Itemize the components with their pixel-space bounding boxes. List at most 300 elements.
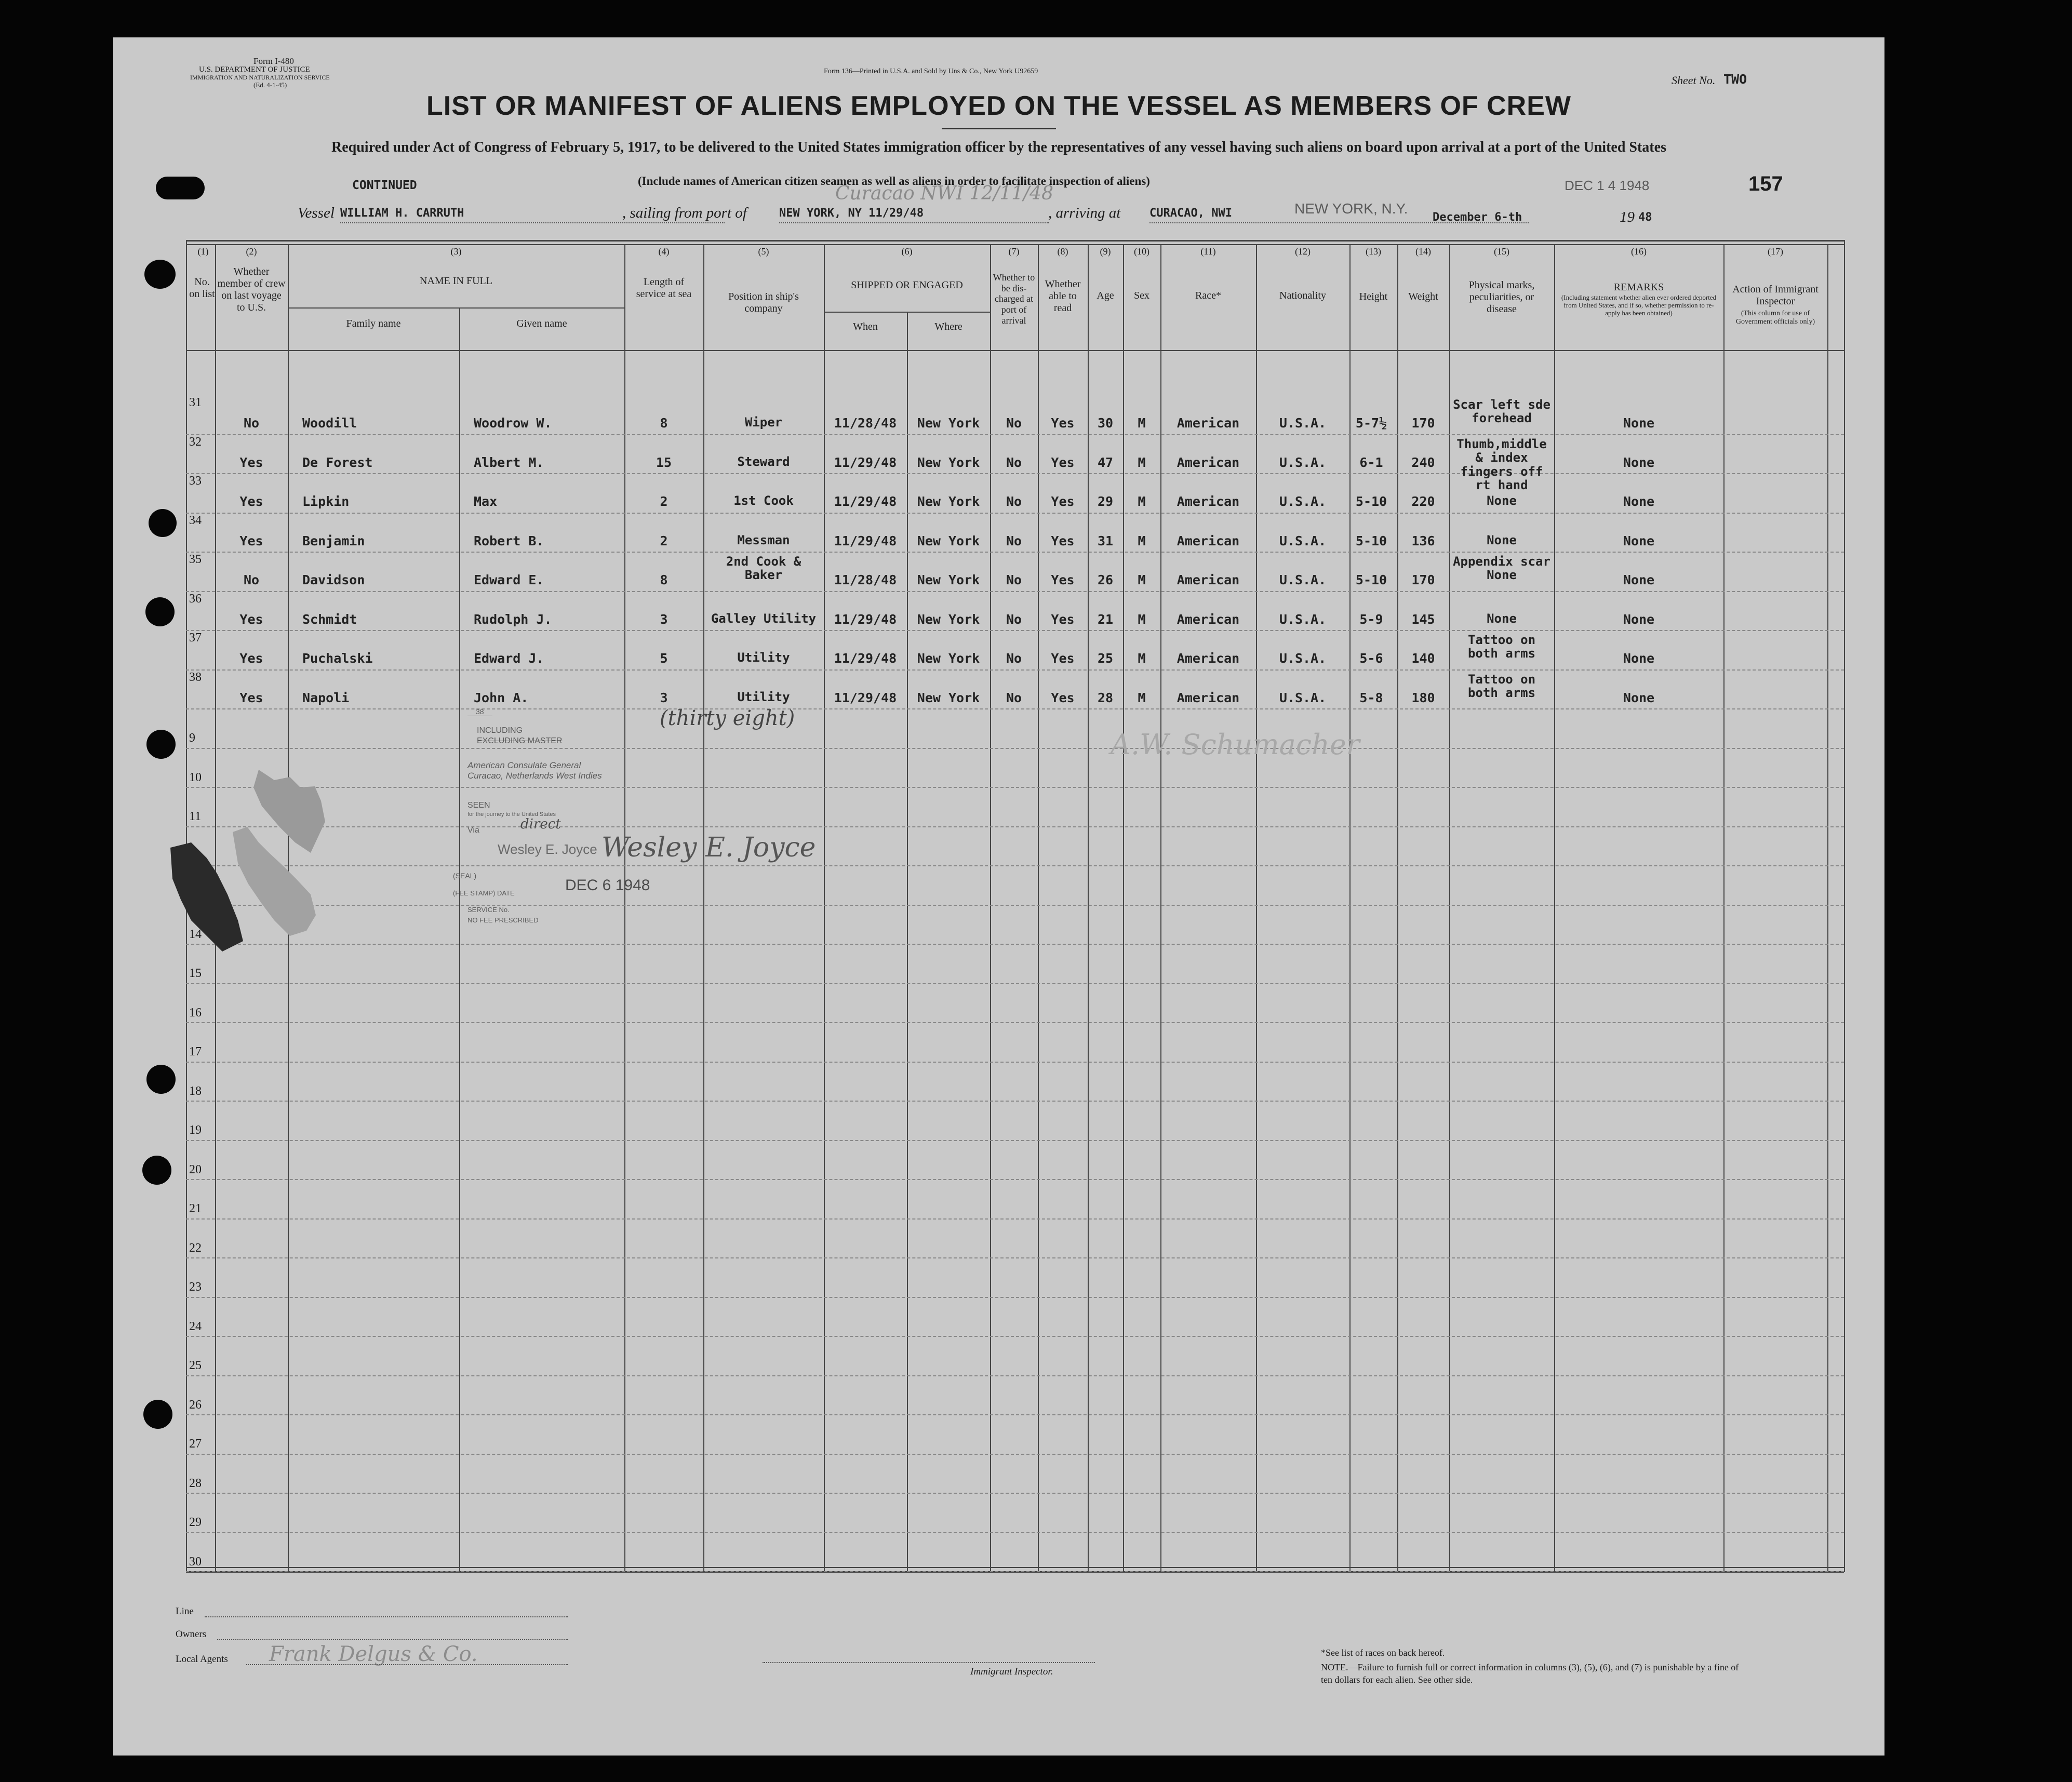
crew-sex: M — [1138, 455, 1146, 470]
row-guide-line — [186, 1414, 1844, 1415]
crew-marks: Tattoo on both arms — [1467, 633, 1536, 661]
col7-header: Whether to be dis-charged at port of arrival — [993, 272, 1035, 326]
crew-marks: Tattoo on both arms — [1467, 672, 1536, 701]
col5-header: Position in ship's company — [728, 291, 799, 314]
crew-weight: 136 — [1411, 533, 1435, 548]
col-rule-16 — [1723, 244, 1725, 1571]
row-number: 20 — [189, 1163, 202, 1176]
crew-discharged: No — [1006, 455, 1022, 470]
col9-header: Age — [1097, 290, 1114, 301]
col-rule-right — [1844, 240, 1845, 1572]
crew-age: 29 — [1097, 494, 1114, 509]
page-title: LIST OR MANIFEST OF ALIENS EMPLOYED ON THE VESSEL AS MEMBERS OF CREW — [426, 91, 1571, 121]
crew-discharged: No — [1006, 690, 1022, 705]
crew-nationality: U.S.A. — [1279, 572, 1327, 587]
col12-header: Nationality — [1279, 290, 1326, 301]
seen-subtext: for the journey to the United States — [467, 811, 556, 818]
crew-sex: M — [1138, 651, 1146, 666]
crew-discharged: No — [1006, 612, 1022, 627]
col14-num: (14) — [1415, 246, 1431, 257]
owners-rule — [217, 1639, 568, 1640]
col-rule-3 — [624, 244, 625, 1571]
col1-num: (1) — [197, 246, 209, 257]
crew-weight: 145 — [1411, 612, 1435, 627]
col-rule-10 — [1160, 244, 1161, 1571]
given-name-header: Given name — [516, 318, 567, 329]
crew-read: Yes — [1051, 612, 1075, 627]
crew-nationality: U.S.A. — [1279, 455, 1327, 470]
row-guide-line — [186, 1493, 1844, 1494]
crew-height: 5-10 — [1355, 494, 1387, 509]
row-number: 35 — [189, 553, 202, 566]
faint-signature: A.W. Schumacher — [1111, 728, 1360, 761]
crew-where: New York — [917, 494, 980, 509]
crew-position: 2nd Cook & Baker — [726, 554, 801, 583]
crew-when: 11/28/48 — [834, 416, 897, 431]
sailing-rule — [779, 222, 1049, 223]
crew-height: 6-1 — [1359, 455, 1383, 470]
col9-num: (9) — [1100, 246, 1111, 257]
col17-num: (17) — [1768, 246, 1783, 257]
binder-hole — [146, 1065, 176, 1094]
sheet-number: TWO — [1723, 72, 1747, 87]
crew-height: 5-8 — [1359, 690, 1383, 705]
col-rule-9 — [1123, 244, 1124, 1571]
crew-where: New York — [917, 651, 980, 666]
crew-when: 11/29/48 — [834, 612, 897, 627]
crew-weight: 140 — [1411, 651, 1435, 666]
line-label: Line — [176, 1606, 194, 1617]
crew-weight: 170 — [1411, 572, 1435, 587]
row-number: 16 — [189, 1006, 202, 1020]
owners-label: Owners — [176, 1629, 207, 1640]
crew-service: 2 — [660, 533, 668, 548]
via-value: direct — [520, 816, 561, 832]
crew-prev: No — [243, 416, 260, 431]
col14-header: Weight — [1408, 291, 1438, 302]
row-guide-line — [186, 865, 1844, 866]
col11-header: Race* — [1195, 290, 1221, 301]
row-number: 28 — [189, 1477, 202, 1490]
row-number: 10 — [189, 771, 202, 784]
crew-read: Yes — [1051, 533, 1075, 548]
crew-where: New York — [917, 416, 980, 431]
crew-family: Davidson — [302, 572, 365, 587]
crew-height: 5-6 — [1359, 651, 1383, 666]
crew-read: Yes — [1051, 572, 1075, 587]
crew-age: 30 — [1097, 416, 1114, 431]
crew-position: Steward — [737, 454, 790, 469]
col7-num: (7) — [1008, 246, 1020, 257]
col15-header: Physical marks, peculiarities, or disease — [1468, 279, 1535, 315]
crew-given: Rudolph J. — [474, 612, 552, 627]
crew-weight: 170 — [1411, 416, 1435, 431]
vessel-rule — [340, 222, 725, 223]
vessel-name: WILLIAM H. CARRUTH — [340, 207, 464, 220]
crew-remarks: None — [1623, 572, 1655, 587]
row-guide-line — [186, 905, 1844, 906]
continued-label: CONTINUED — [352, 179, 417, 192]
crew-read: Yes — [1051, 416, 1075, 431]
ribbon-seal-icon — [160, 765, 378, 1024]
table-bottom-border — [186, 1567, 1844, 1568]
col-rule-15 — [1554, 244, 1555, 1571]
row-number: 33 — [189, 474, 202, 488]
col-rule-5 — [824, 244, 825, 1571]
crew-service: 8 — [660, 416, 668, 431]
col2-header: Whether member of crew on last voyage to U.S. — [217, 266, 286, 313]
crew-race: American — [1177, 651, 1240, 666]
row-number: 24 — [189, 1320, 202, 1333]
col3-header: NAME IN FULL — [420, 275, 492, 287]
officer-name: Wesley E. Joyce — [498, 841, 597, 857]
crew-family: Schmidt — [302, 612, 357, 627]
crew-where: New York — [917, 533, 980, 548]
consulate-line2: Curacao, Netherlands West Indies — [467, 771, 602, 781]
crew-given: Robert B. — [474, 533, 544, 548]
row-number: 19 — [189, 1123, 202, 1137]
row-number: 34 — [189, 514, 202, 527]
row-guide-line — [186, 1571, 1844, 1572]
crew-service: 3 — [660, 690, 668, 705]
immigrant-inspector-label: Immigrant Inspector. — [970, 1666, 1053, 1677]
col16-num: (16) — [1631, 246, 1647, 257]
col2-num: (2) — [246, 246, 257, 257]
binder-hole — [149, 509, 177, 537]
excluding-label: EXCLUDING MASTER — [477, 736, 563, 745]
crew-position: Galley Utility — [711, 611, 817, 626]
table-top-border — [186, 240, 1844, 242]
crew-when: 11/29/48 — [834, 533, 897, 548]
col-rule-7 — [1038, 244, 1039, 1571]
crew-read: Yes — [1051, 494, 1075, 509]
crew-family: Benjamin — [302, 533, 365, 548]
crew-sex: M — [1138, 612, 1146, 627]
col-rule-13 — [1397, 244, 1398, 1571]
crew-marks: Scar left sde forehead — [1453, 397, 1550, 426]
row-guide-line — [186, 552, 1844, 553]
crew-age: 47 — [1097, 455, 1114, 470]
crew-prev: Yes — [239, 494, 263, 509]
crew-position: Utility — [737, 690, 790, 704]
crew-sex: M — [1138, 690, 1146, 705]
crew-when: 11/28/48 — [834, 572, 897, 587]
row-guide-line — [186, 1257, 1844, 1258]
col-rule-14 — [1449, 244, 1450, 1571]
row-guide-line — [186, 630, 1844, 631]
crew-position: Messman — [737, 533, 790, 547]
include-note: (Include names of American citizen seamen as well as aliens in order to facilitate inspection of aliens) — [638, 175, 1150, 187]
crew-read: Yes — [1051, 455, 1075, 470]
col6-num: (6) — [901, 246, 913, 257]
service-number-label: SERVICE No. — [467, 906, 510, 914]
row-guide-line — [186, 1375, 1844, 1376]
crew-given: Max — [474, 494, 498, 509]
row-guide-line — [186, 826, 1844, 827]
members-count-value: 38 — [467, 707, 492, 716]
crew-discharged: No — [1006, 572, 1022, 587]
crew-prev: Yes — [239, 651, 263, 666]
crew-sex: M — [1138, 494, 1146, 509]
col15-num: (15) — [1494, 246, 1509, 257]
crew-prev: Yes — [239, 690, 263, 705]
crew-where: New York — [917, 690, 980, 705]
col4-header: Length of service at sea — [636, 276, 692, 300]
name-subheader-rule — [288, 307, 625, 309]
row-guide-line — [186, 787, 1844, 788]
page-number: 157 — [1748, 172, 1783, 195]
crew-family: Lipkin — [302, 494, 350, 509]
table-top-border-inner — [186, 244, 1844, 245]
consulate-line1: American Consulate General — [467, 760, 581, 770]
crew-given: Edward J. — [474, 651, 544, 666]
inspector-rule — [763, 1662, 1095, 1663]
col4-num: (4) — [658, 246, 670, 257]
col12-num: (12) — [1295, 246, 1311, 257]
manifest-sheet — [113, 37, 1884, 1756]
crew-remarks: None — [1623, 416, 1655, 431]
crew-where: New York — [917, 572, 980, 587]
col10-num: (10) — [1134, 246, 1149, 257]
crew-weight: 220 — [1411, 494, 1435, 509]
row-guide-line — [186, 1140, 1844, 1141]
crew-weight: 240 — [1411, 455, 1435, 470]
crew-marks: Thumb,middle & index fingers off rt hand — [1456, 437, 1547, 493]
year-value: 48 — [1638, 211, 1652, 224]
arrival-port-stamp: NEW YORK, N.Y. — [1294, 200, 1408, 217]
crew-marks: None — [1487, 533, 1517, 547]
col-rule-3a — [459, 307, 460, 1571]
crew-given: Albert M. — [474, 455, 544, 470]
crew-age: 25 — [1097, 651, 1114, 666]
binder-hole — [143, 1400, 172, 1429]
row-number: 25 — [189, 1359, 202, 1372]
consular-date: DEC 6 1948 — [565, 877, 650, 894]
year-prefix: 19 — [1620, 209, 1635, 225]
crew-remarks: None — [1623, 494, 1655, 509]
col-rule-12 — [1349, 244, 1351, 1571]
crew-service: 3 — [660, 612, 668, 627]
crew-height: 5-7½ — [1355, 416, 1387, 431]
row-guide-line — [186, 1101, 1844, 1102]
including-label: INCLUDING — [477, 726, 523, 735]
crew-given: John A. — [474, 690, 529, 705]
crew-prev: Yes — [239, 612, 263, 627]
crew-marks: Appendix scar None — [1453, 554, 1550, 583]
crew-remarks: None — [1623, 690, 1655, 705]
crew-position: Utility — [737, 650, 790, 665]
col16-header: REMARKS — [1613, 282, 1664, 293]
local-agents-label: Local Agents — [176, 1654, 228, 1665]
sailing-label: , sailing from port of — [622, 205, 747, 221]
crew-family: Puchalski — [302, 651, 373, 666]
col13-header: Height — [1359, 291, 1388, 302]
col8-num: (8) — [1057, 246, 1068, 257]
crew-race: American — [1177, 455, 1240, 470]
crew-discharged: No — [1006, 651, 1022, 666]
crew-nationality: U.S.A. — [1279, 416, 1327, 431]
row-number: 15 — [189, 967, 202, 980]
crew-age: 31 — [1097, 533, 1114, 548]
col10-header: Sex — [1134, 290, 1149, 301]
crew-race: American — [1177, 572, 1240, 587]
arriving-label: , arriving at — [1048, 205, 1121, 221]
department-line: U.S. DEPARTMENT OF JUSTICE — [199, 65, 310, 74]
crew-nationality: U.S.A. — [1279, 651, 1327, 666]
crew-weight: 180 — [1411, 690, 1435, 705]
header-bottom-border — [186, 350, 1844, 351]
row-number: 26 — [189, 1398, 202, 1412]
crew-height: 5-10 — [1355, 533, 1387, 548]
local-agents-value: Frank Delgus & Co. — [269, 1642, 478, 1666]
row-guide-line — [186, 1062, 1844, 1063]
col1-header: No. on list — [189, 276, 215, 300]
crew-prev: No — [243, 572, 260, 587]
crew-remarks: None — [1623, 612, 1655, 627]
crew-nationality: U.S.A. — [1279, 533, 1327, 548]
via-label: Via — [467, 826, 479, 835]
form-number: Form I-480 — [253, 56, 294, 66]
agents-rule — [246, 1664, 568, 1665]
binder-hole — [145, 597, 175, 626]
crew-age: 21 — [1097, 612, 1114, 627]
row-guide-line — [186, 1297, 1844, 1298]
consular-members-count — [467, 707, 492, 716]
row-number: 18 — [189, 1084, 202, 1098]
row-guide-line — [186, 983, 1844, 984]
crew-prev: Yes — [239, 455, 263, 470]
row-guide-line — [186, 944, 1844, 945]
col-rule-8 — [1088, 244, 1089, 1571]
crew-service: 5 — [660, 651, 668, 666]
col5-num: (5) — [758, 246, 769, 257]
row-guide-line — [186, 1336, 1844, 1337]
crew-race: American — [1177, 416, 1240, 431]
row-number: 27 — [189, 1437, 202, 1451]
fine-note: NOTE.—Failure to furnish full or correct information in columns (3), (5), (6), and (7) is punishable by a fine of ten dollars for each alien. See other side. — [1321, 1662, 1739, 1685]
row-guide-line — [186, 434, 1844, 435]
vessel-label: Vessel — [298, 205, 335, 221]
crew-nationality: U.S.A. — [1279, 494, 1327, 509]
col13-num: (13) — [1366, 246, 1381, 257]
no-fee-label: NO FEE PRESCRIBED — [467, 916, 539, 924]
family-name-header: Family name — [346, 318, 401, 329]
date-received-stamp: DEC 1 4 1948 — [1565, 178, 1650, 193]
col-rule-4 — [703, 244, 704, 1571]
col8-header: Whether able to read — [1045, 278, 1081, 314]
crew-discharged: No — [1006, 416, 1022, 431]
crew-family: Napoli — [302, 690, 350, 705]
crew-remarks: None — [1623, 455, 1655, 470]
crew-sex: M — [1138, 572, 1146, 587]
binder-hole — [156, 177, 205, 199]
crew-position: Wiper — [744, 415, 783, 430]
crew-remarks: None — [1623, 533, 1655, 548]
seen-label: SEEN — [467, 801, 490, 810]
fee-stamp-label: (FEE STAMP) DATE — [453, 889, 515, 897]
row-guide-line — [186, 591, 1844, 592]
binder-hole — [144, 260, 176, 289]
col16-subheader: (Including statement whether alien ever ordered deported from United States, and if so, whether permission to re-apply has been obtained) — [1561, 293, 1717, 317]
crew-nationality: U.S.A. — [1279, 690, 1327, 705]
handwritten-port-note: Curacao NWI 12/11/48 — [835, 183, 1053, 204]
row-guide-line — [186, 1218, 1844, 1220]
row-number: 14 — [189, 928, 202, 941]
col-rule-6 — [990, 244, 991, 1571]
row-number: 30 — [189, 1555, 202, 1569]
sailing-port: NEW YORK, NY 11/29/48 — [779, 207, 924, 220]
shipped-when-header: When — [853, 321, 878, 332]
row-guide-line — [186, 1532, 1844, 1533]
crew-sex: M — [1138, 533, 1146, 548]
crew-where: New York — [917, 455, 980, 470]
col6-header: SHIPPED OR ENGAGED — [851, 279, 963, 291]
shipped-where-header: Where — [934, 321, 963, 332]
races-note: *See list of races on back hereof. — [1321, 1647, 1445, 1658]
crew-sex: M — [1138, 416, 1146, 431]
officer-signature: Wesley E. Joyce — [601, 832, 816, 863]
crew-race: American — [1177, 494, 1240, 509]
row-number: 38 — [189, 671, 202, 684]
arrival-date: December 6-th — [1433, 211, 1522, 224]
row-number: 11 — [189, 810, 202, 823]
crew-where: New York — [917, 612, 980, 627]
crew-service: 2 — [660, 494, 668, 509]
crew-when: 11/29/48 — [834, 494, 897, 509]
crew-service: 15 — [656, 455, 672, 470]
crew-height: 5-10 — [1355, 572, 1387, 587]
row-number: 23 — [189, 1280, 202, 1294]
crew-family: Woodill — [302, 416, 357, 431]
crew-when: 11/29/48 — [834, 651, 897, 666]
subtitle: Required under Act of Congress of February 5, 1917, to be delivered to the United States immigration officer by the representatives of any vessel having such aliens on board upon arrival at a port of the United States — [331, 139, 1666, 155]
row-guide-line — [186, 1022, 1844, 1023]
crew-race: American — [1177, 612, 1240, 627]
col-rule-11 — [1256, 244, 1257, 1571]
col11-num: (11) — [1200, 246, 1216, 257]
col3-num: (3) — [450, 246, 462, 257]
row-guide-line — [186, 473, 1844, 474]
row-guide-line — [186, 748, 1844, 749]
crew-when: 11/29/48 — [834, 455, 897, 470]
crew-race: American — [1177, 533, 1240, 548]
row-number: 29 — [189, 1516, 202, 1529]
crew-height: 5-9 — [1359, 612, 1383, 627]
col-rule-17 — [1827, 244, 1828, 1571]
crew-prev: Yes — [239, 533, 263, 548]
line-rule — [205, 1616, 568, 1617]
crew-read: Yes — [1051, 651, 1075, 666]
arriving-port: CURACAO, NWI — [1149, 207, 1232, 220]
row-number: 17 — [189, 1045, 202, 1059]
crew-age: 28 — [1097, 690, 1114, 705]
crew-family: De Forest — [302, 455, 373, 470]
crew-when: 11/29/48 — [834, 690, 897, 705]
binder-hole — [142, 1156, 171, 1185]
crew-marks: None — [1487, 493, 1517, 508]
members-written: (thirty eight) — [660, 706, 795, 730]
crew-remarks: None — [1623, 651, 1655, 666]
row-guide-line — [186, 708, 1844, 709]
crew-read: Yes — [1051, 690, 1075, 705]
crew-discharged: No — [1006, 533, 1022, 548]
row-number: 37 — [189, 631, 202, 645]
row-number: 36 — [189, 592, 202, 606]
col17-header: Action of Immigrant Inspector — [1732, 284, 1819, 307]
crew-marks: None — [1487, 611, 1517, 626]
crew-race: American — [1177, 690, 1240, 705]
row-guide-line — [186, 513, 1844, 514]
